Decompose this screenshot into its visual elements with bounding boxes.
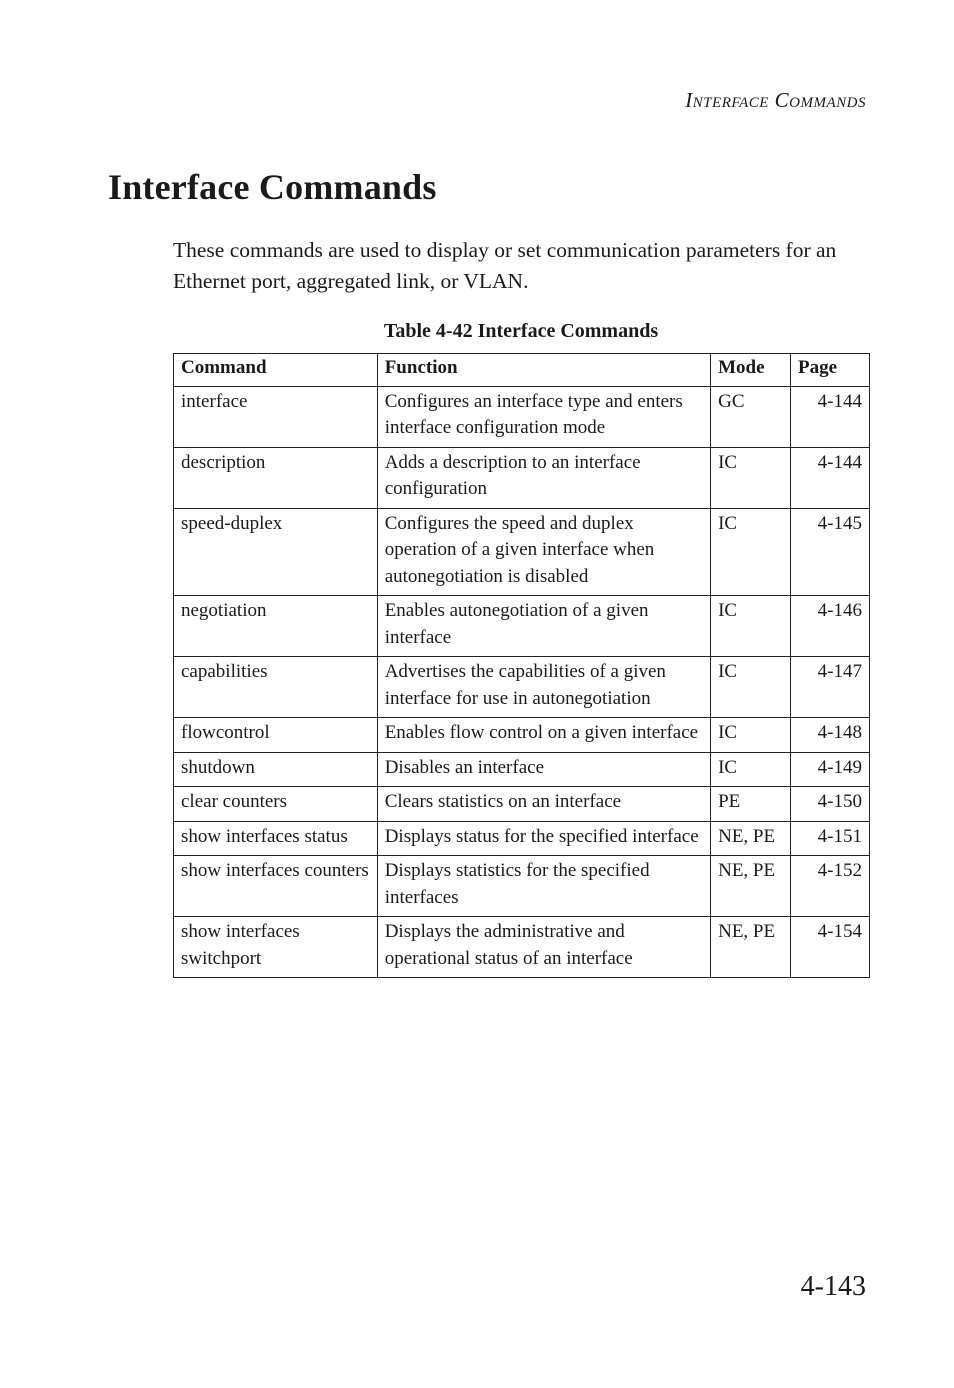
table-row xyxy=(174,386,870,447)
command-cell: show interfaces counters xyxy=(174,856,378,917)
command-cell: negotiation xyxy=(174,596,378,657)
table-row xyxy=(174,596,870,657)
page-cell: 4-150 xyxy=(791,787,870,822)
command-cell: interface xyxy=(174,386,378,447)
page-cell: 4-152 xyxy=(791,856,870,917)
intro-paragraph: These commands are used to display or set communication parameters for an Ethernet port, aggregated link, or VLAN. xyxy=(173,238,837,293)
command-cell: capabilities xyxy=(174,657,378,718)
function-cell: Configures an interface type and enters interface configuration mode xyxy=(377,386,710,447)
table-row xyxy=(174,447,870,508)
table-header-row xyxy=(174,354,870,387)
table-row xyxy=(174,718,870,753)
function-cell: Clears statistics on an interface xyxy=(377,787,710,822)
command-cell: shutdown xyxy=(174,752,378,787)
mode-cell: IC xyxy=(711,508,791,596)
mode-cell: PE xyxy=(711,787,791,822)
page-cell: 4-154 xyxy=(791,917,870,978)
function-cell: Displays the administrative and operational status of an interface xyxy=(377,917,710,978)
table-caption: Table 4-42 Interface Commands xyxy=(383,320,659,342)
column-header-page: Page xyxy=(791,354,870,387)
page-cell: 4-144 xyxy=(791,447,870,508)
table-row xyxy=(174,752,870,787)
mode-cell: GC xyxy=(711,386,791,447)
mode-cell: IC xyxy=(711,447,791,508)
function-cell: Displays status for the specified interface xyxy=(377,821,710,856)
page-cell: 4-145 xyxy=(791,508,870,596)
column-header-mode: Mode xyxy=(711,354,791,387)
table-row xyxy=(174,917,870,978)
column-header-command: Command xyxy=(174,354,378,387)
table-row xyxy=(174,821,870,856)
command-cell: speed-duplex xyxy=(174,508,378,596)
table-row xyxy=(174,657,870,718)
command-cell: clear counters xyxy=(174,787,378,822)
section-title: Interface Commands xyxy=(108,167,437,207)
page-cell: 4-144 xyxy=(791,386,870,447)
mode-cell: NE, PE xyxy=(711,917,791,978)
column-header-function: Function xyxy=(377,354,710,387)
table-row xyxy=(174,787,870,822)
function-cell: Disables an interface xyxy=(377,752,710,787)
table-row xyxy=(174,508,870,596)
page-cell: 4-147 xyxy=(791,657,870,718)
mode-cell: IC xyxy=(711,596,791,657)
command-cell: description xyxy=(174,447,378,508)
command-cell: flowcontrol xyxy=(174,718,378,753)
table-row xyxy=(174,856,870,917)
mode-cell: IC xyxy=(711,657,791,718)
mode-cell: IC xyxy=(711,752,791,787)
mode-cell: IC xyxy=(711,718,791,753)
page-cell: 4-151 xyxy=(791,821,870,856)
mode-cell: NE, PE xyxy=(711,821,791,856)
function-cell: Displays statistics for the specified interfaces xyxy=(377,856,710,917)
running-header: Interface Commands xyxy=(685,88,866,112)
command-cell: show interfaces switchport xyxy=(174,917,378,978)
function-cell: Advertises the capabilities of a given interface for use in autonegotiation xyxy=(377,657,710,718)
function-cell: Configures the speed and duplex operation of a given interface when autonegotiation is disabled xyxy=(377,508,710,596)
function-cell: Enables flow control on a given interface xyxy=(377,718,710,753)
command-cell: show interfaces status xyxy=(174,821,378,856)
function-cell: Adds a description to an interface configuration xyxy=(377,447,710,508)
function-cell: Enables autonegotiation of a given interface xyxy=(377,596,710,657)
page-cell: 4-146 xyxy=(791,596,870,657)
mode-cell: NE, PE xyxy=(711,856,791,917)
page-cell: 4-149 xyxy=(791,752,870,787)
page-cell: 4-148 xyxy=(791,718,870,753)
page-number: 4-143 xyxy=(800,1271,866,1302)
commands-table xyxy=(173,353,870,978)
